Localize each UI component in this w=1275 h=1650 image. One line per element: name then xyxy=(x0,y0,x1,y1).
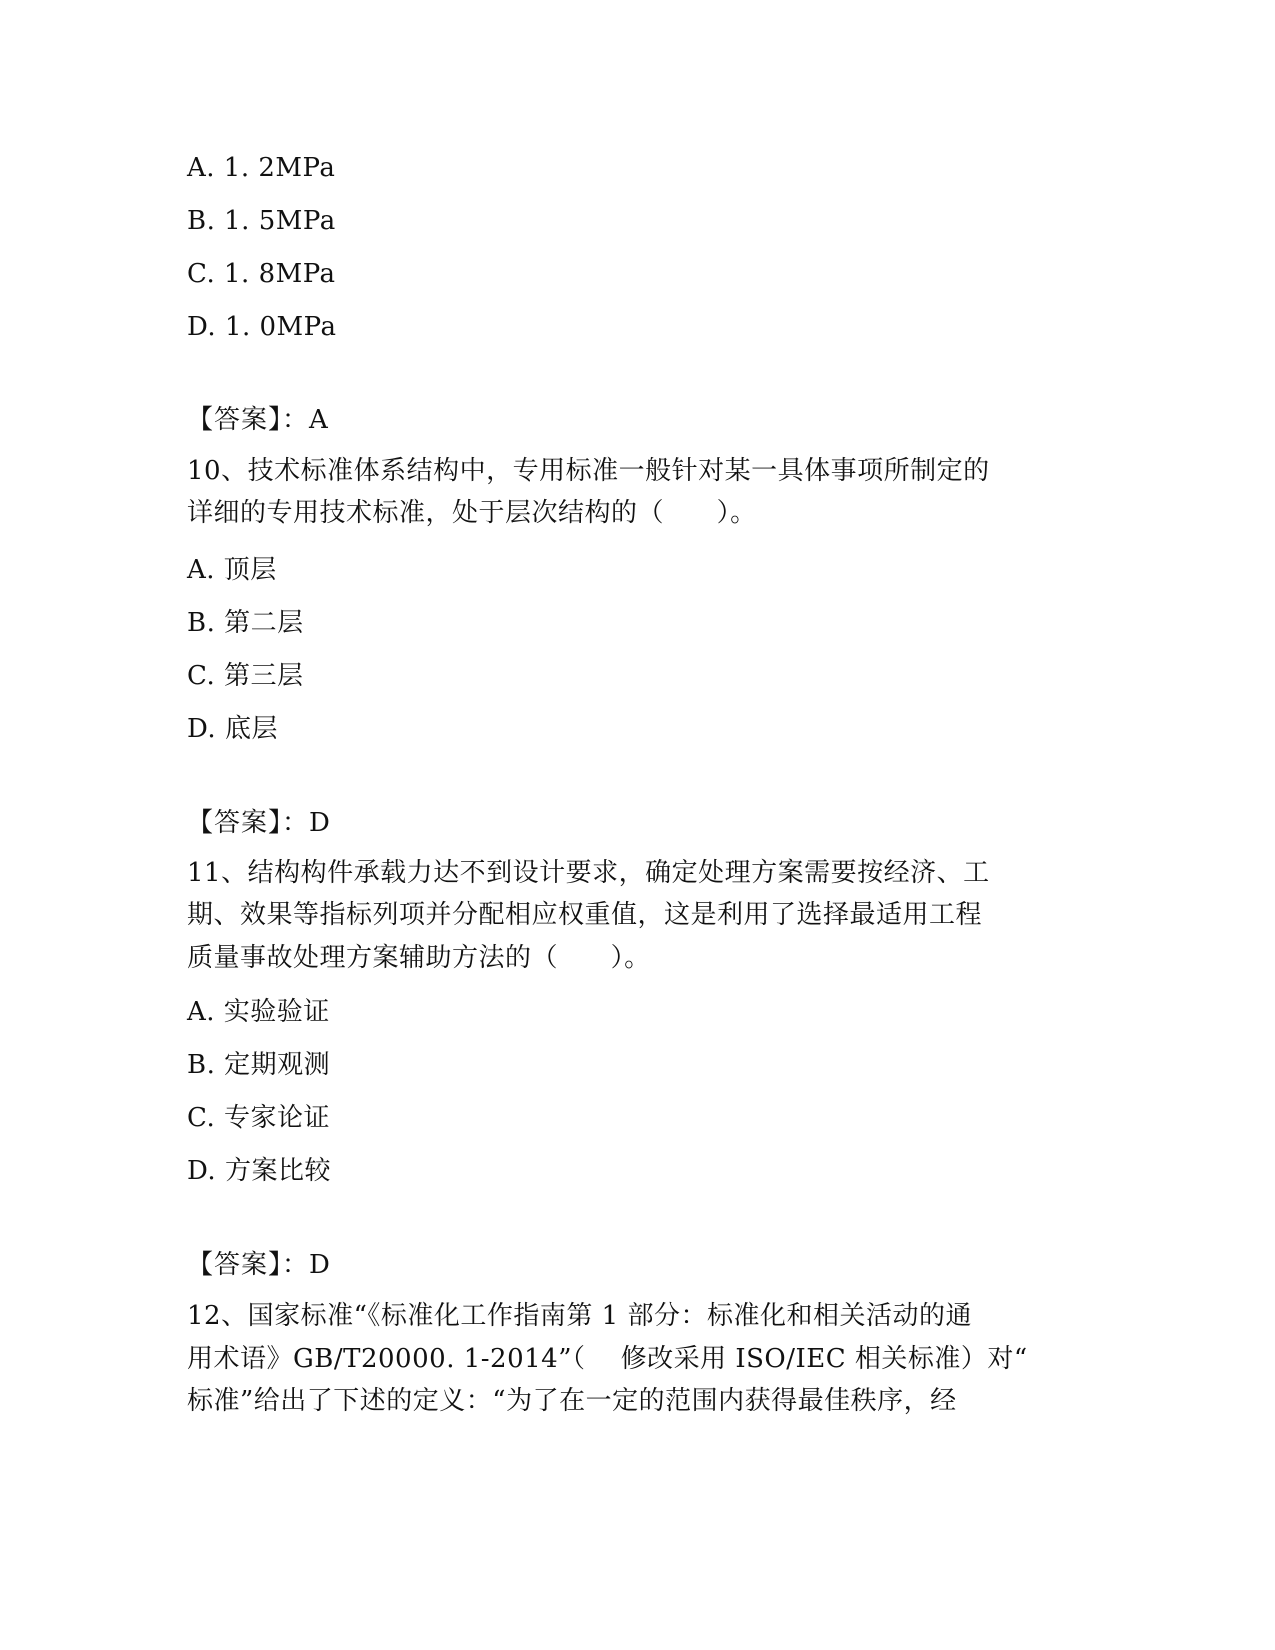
q9-option-d: D. 1. 0MPa xyxy=(187,312,337,342)
q11-option-a: A. 实验验证 xyxy=(187,997,330,1027)
q9-option-a: A. 1. 2MPa xyxy=(187,153,336,183)
q9-answer: 【答案】：A xyxy=(187,405,329,435)
q9-option-c: C. 1. 8MPa xyxy=(187,259,336,289)
q10-option-c: C. 第三层 xyxy=(187,661,304,691)
q10-option-b: B. 第二层 xyxy=(187,608,304,638)
q10-stem-line-2: 详细的专用技术标准，处于层次结构的（ ）。 xyxy=(187,498,757,528)
q12-stem-line-2: 用术语》GB/T20000. 1-2014”（ 修改采用 ISO/IEC 相关标准）对“ xyxy=(187,1344,1028,1374)
q9-option-b: B. 1. 5MPa xyxy=(187,206,336,236)
q11-stem-line-2: 期、效果等指标列项并分配相应权重值，这是利用了选择最适用工程 xyxy=(187,900,983,930)
q11-stem-line-1: 11、结构构件承载力达不到设计要求，确定处理方案需要按经济、工 xyxy=(187,858,990,888)
q11-option-b: B. 定期观测 xyxy=(187,1050,331,1080)
q12-stem-line-3: 标准”给出了下述的定义：“为了在一定的范围内获得最佳秩序，经 xyxy=(187,1386,957,1416)
q11-option-c: C. 专家论证 xyxy=(187,1103,330,1133)
q10-option-d: D. 底层 xyxy=(187,714,278,744)
q11-answer: 【答案】：D xyxy=(187,1250,331,1280)
q10-option-a: A. 顶层 xyxy=(187,555,277,585)
q12-stem-line-1: 12、国家标准“《标准化工作指南第 1 部分：标准化和相关活动的通 xyxy=(187,1301,972,1331)
q11-option-d: D. 方案比较 xyxy=(187,1156,331,1186)
q10-stem-line-1: 10、技术标准体系结构中，专用标准一般针对某一具体事项所制定的 xyxy=(187,456,990,486)
q10-answer: 【答案】：D xyxy=(187,808,331,838)
q11-stem-line-3: 质量事故处理方案辅助方法的（ ）。 xyxy=(187,943,651,973)
